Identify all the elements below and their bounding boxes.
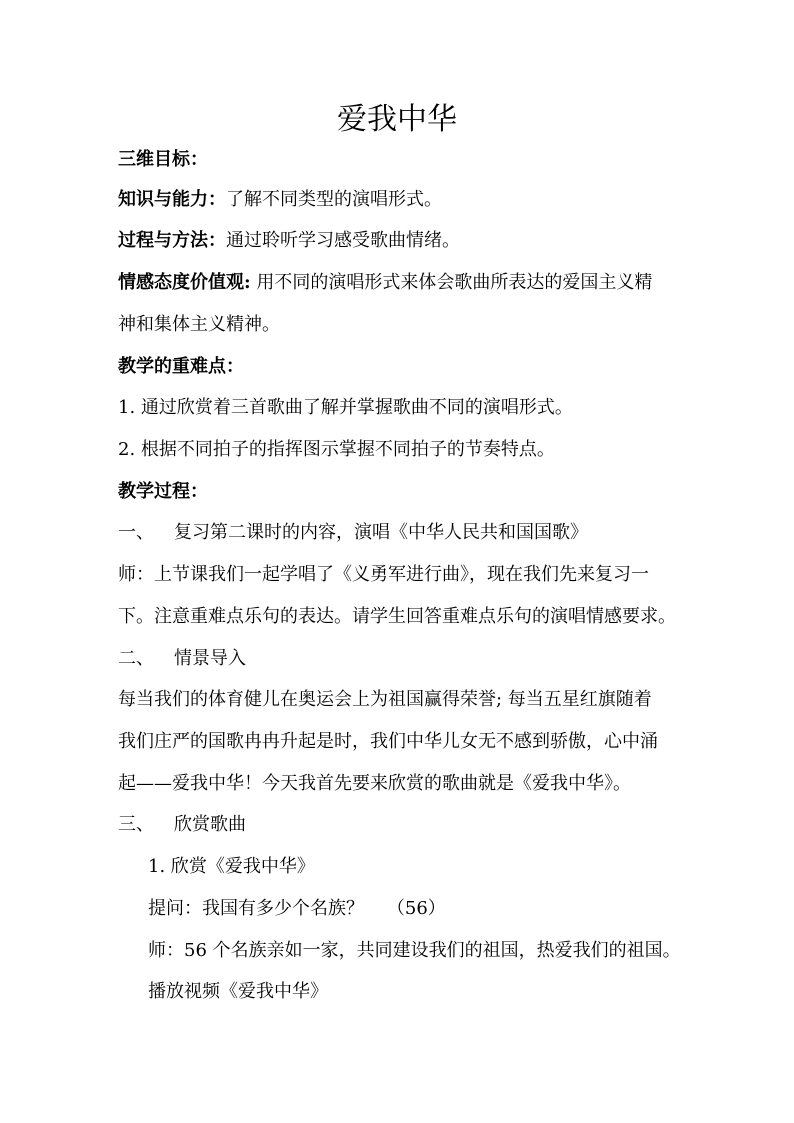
objective-process: [118, 229, 460, 253]
section-3-title: 欣赏歌曲: [174, 814, 246, 835]
question-line: 提问：我国有多少个名族？ （56）: [148, 898, 446, 919]
section-1-paragraph-line-2: 下。注意重难点乐句的表达。请学生回答重难点乐句的演唱情感要求。: [118, 606, 676, 627]
objective-emotion: [118, 271, 652, 295]
section-2-paragraph-line-3: 起——爱我中华！今天我首先要来欣赏的歌曲就是《爱我中华》。: [118, 773, 631, 794]
objective-emotion-text-1: 用不同的演唱形式来体会歌曲所表达的爱国主义精: [256, 272, 653, 293]
section-3-sub-1: 1. 欣赏《爱我中华》: [148, 856, 315, 877]
objective-knowledge-label: 知识与能力：: [118, 189, 226, 210]
section-1-number: 一、: [118, 522, 154, 543]
section-2-title: 情景导入: [174, 648, 246, 669]
section-1-header: [118, 521, 588, 545]
process-heading: 教学过程：: [118, 481, 208, 502]
teacher-line: 师：56 个名族亲如一家，共同建设我们的祖国，热爱我们的祖国。: [148, 940, 681, 961]
key-point-item: 2. 根据不同拍子的指挥图示掌握不同拍子的节奏特点。: [118, 439, 555, 460]
section-2-header: [118, 647, 246, 671]
section-3-number: 三、: [118, 814, 154, 835]
page-title: 爱我中华: [337, 102, 457, 137]
section-2-paragraph-line-2: 我们庄严的国歌冉冉升起是时，我们中华儿女无不感到骄傲，心中涌: [118, 731, 658, 752]
video-line: 播放视频《爱我中华》: [148, 981, 328, 1002]
section-3-header: [118, 813, 246, 837]
objective-process-label: 过程与方法：: [118, 230, 226, 251]
key-points-heading: 教学的重难点：: [118, 356, 244, 377]
section-2-number: 二、: [118, 648, 154, 669]
objectives-heading: 三维目标：: [118, 149, 208, 170]
objective-emotion-label: 情感态度价值观:: [118, 272, 251, 293]
section-1-title: 复习第二课时的内容，演唱《中华人民共和国国歌》: [174, 522, 588, 543]
key-point-item: 1. 通过欣赏着三首歌曲了解并掌握歌曲不同的演唱形式。: [118, 397, 573, 418]
objective-knowledge: [118, 188, 442, 212]
section-2-paragraph-line-1: 每当我们的体育健儿在奥运会上为祖国赢得荣誉; 每当五星红旗随着: [118, 689, 652, 710]
objective-knowledge-text: 了解不同类型的演唱形式。: [226, 189, 442, 210]
objective-process-text: 通过聆听学习感受歌曲情绪。: [226, 230, 460, 251]
objective-emotion-text-2: 神和集体主义精神。: [118, 314, 280, 335]
section-1-paragraph-line-1: 师：上节课我们一起学唱了《义勇军进行曲》，现在我们先来复习一: [118, 564, 649, 585]
